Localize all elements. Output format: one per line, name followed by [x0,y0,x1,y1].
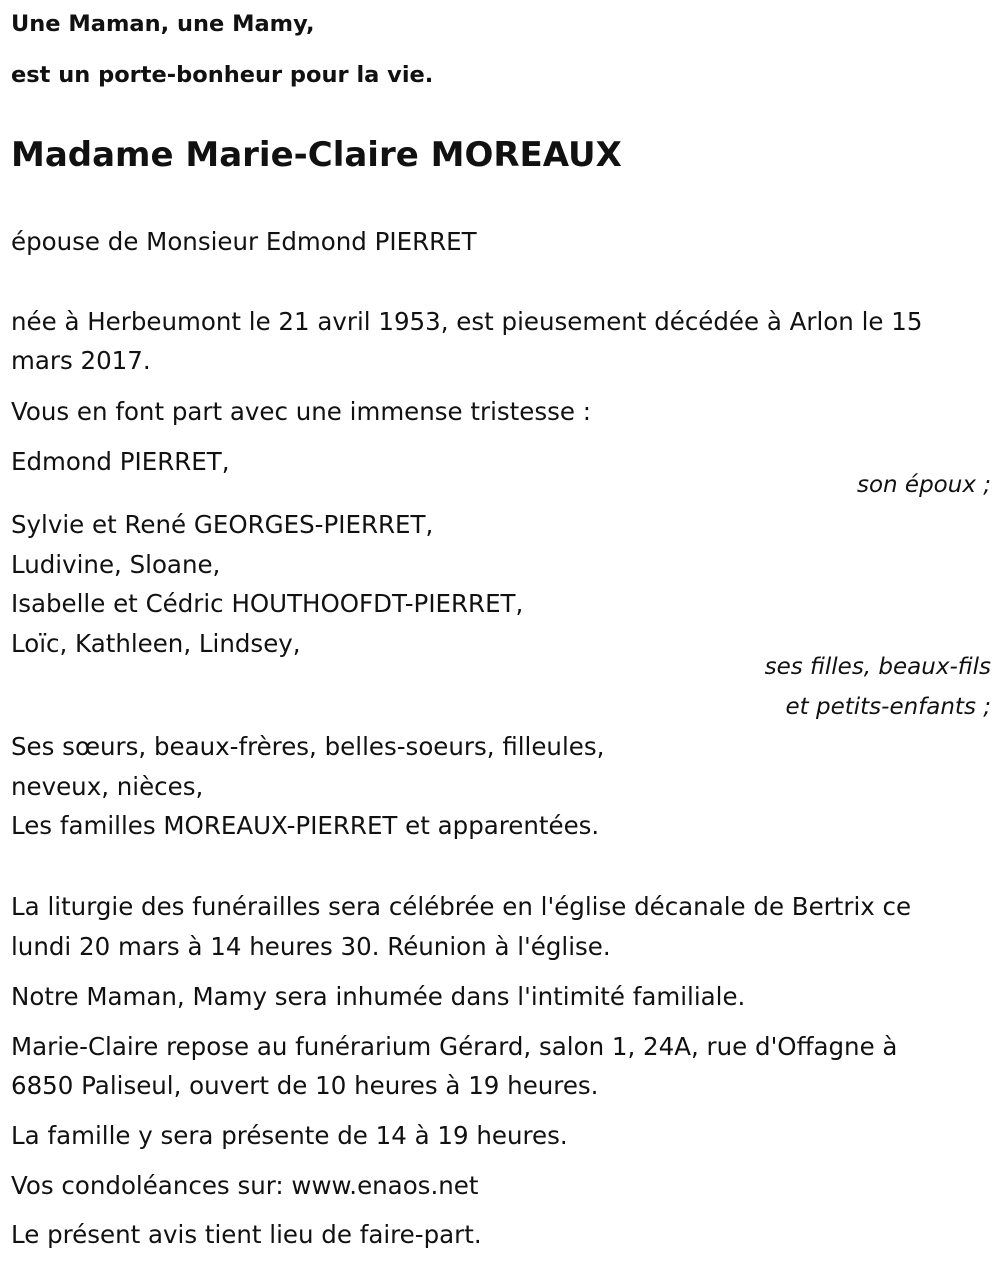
family-line: Ludivine, Sloane, [11,550,221,579]
epigraph-line-1: Une Maman, une Mamy, [11,11,315,37]
spouse-line: épouse de Monsieur Edmond PIERRET [11,227,477,256]
husband-role: son époux ; [856,472,991,498]
relatives-line: Les familles MOREAUX-PIERRET et apparentées. [11,811,600,840]
deceased-name: Madame Marie-Claire MOREAUX [11,135,622,175]
rest-line-2: 6850 Paliseul, ouvert de 10 heures à 19 heures. [11,1071,599,1100]
announcement-line: Vous en font part avec une immense tristesse : [11,397,591,426]
family-line: Sylvie et René GEORGES-PIERRET, [11,510,434,539]
condolences-line: Vos condoléances sur: www.enaos.net [11,1171,479,1200]
rest-line-1: Marie-Claire repose au funérarium Gérard, salon 1, 24A, rue d'Offagne à [11,1032,898,1061]
family-presence-line: La famille y sera présente de 14 à 19 heures. [11,1121,568,1150]
children-role-line-2: et petits-enfants ; [785,694,991,720]
relatives-line: neveux, nièces, [11,772,204,801]
family-line: Loïc, Kathleen, Lindsey, [11,629,301,658]
burial-line: Notre Maman, Mamy sera inhumée dans l'intimité familiale. [11,982,746,1011]
birth-death-line-2: mars 2017. [11,346,151,375]
relatives-line: Ses sœurs, beaux-frères, belles-soeurs, filleules, [11,732,605,761]
funeral-line-1: La liturgie des funérailles sera célébrée en l'église décanale de Bertrix ce [11,892,912,921]
epigraph-line-2: est un porte-bonheur pour la vie. [11,62,434,88]
family-line: Isabelle et Cédric HOUTHOOFDT-PIERRET, [11,589,524,618]
husband-name: Edmond PIERRET, [11,447,230,476]
birth-death-line-1: née à Herbeumont le 21 avril 1953, est pieusement décédée à Arlon le 15 [11,307,923,336]
funeral-line-2: lundi 20 mars à 14 heures 30. Réunion à l'église. [11,932,611,961]
notice-line: Le présent avis tient lieu de faire-part. [11,1220,482,1249]
children-role-line-1: ses filles, beaux-fils [764,654,991,680]
